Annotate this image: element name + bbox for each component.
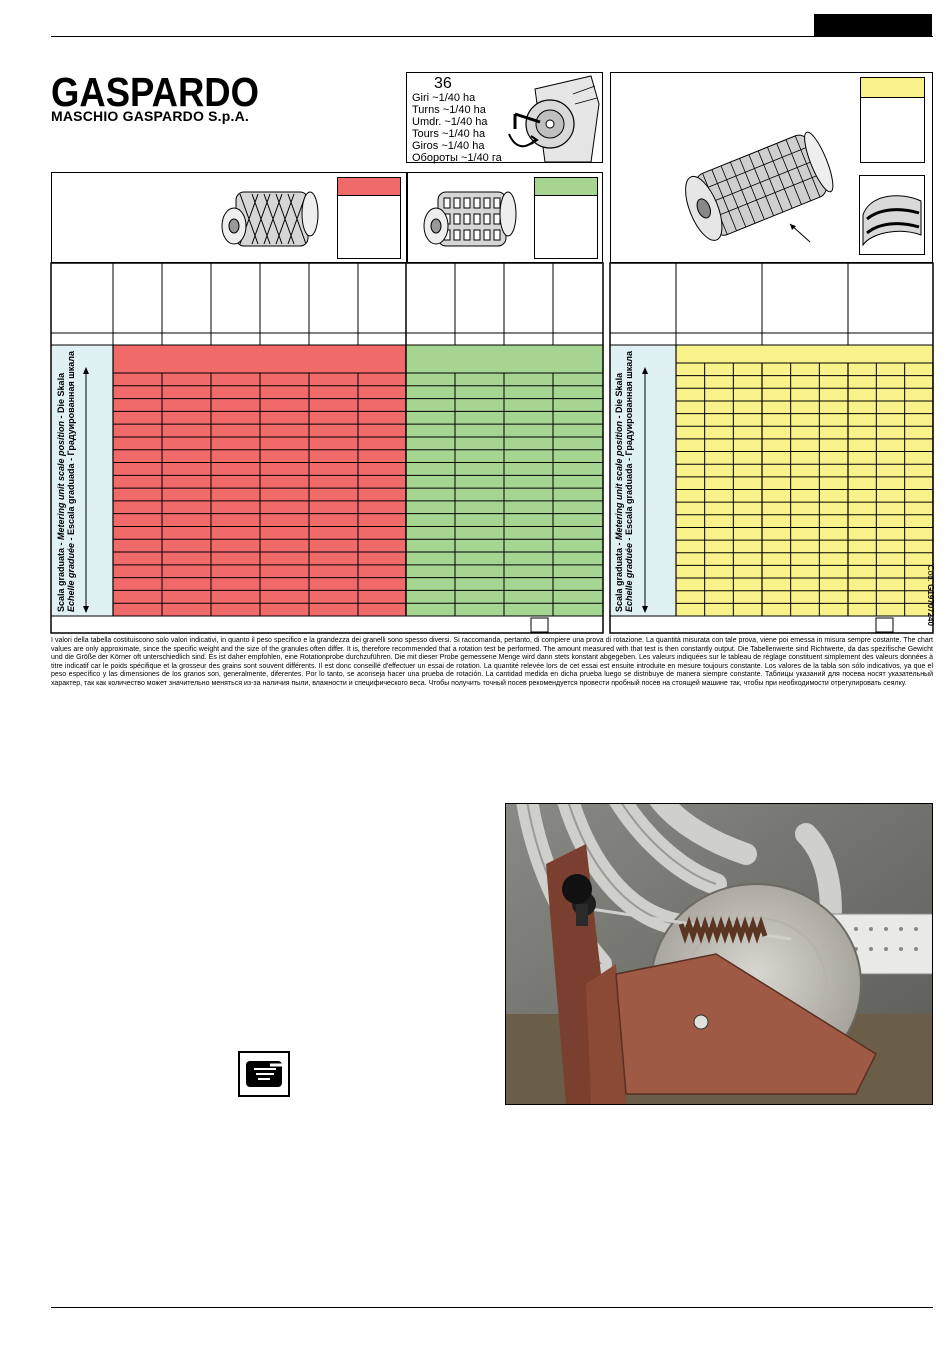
scale-label-right	[614, 351, 634, 612]
turns-line: Giri ~1/40 ha	[412, 92, 476, 104]
scale-label-text: Scala graduata -	[614, 539, 624, 612]
scale-arrow-right	[640, 366, 650, 614]
machine-photo-drawing	[506, 804, 933, 1105]
scale-label-text: Metering unit scale position	[614, 420, 624, 540]
photo-callout	[562, 874, 592, 904]
footer-rule	[51, 1307, 933, 1308]
company-name: MASCHIO GASPARDO S.p.A.	[51, 108, 250, 124]
scale-label-text: - Escala graduada - Градуированная шкала	[624, 351, 634, 543]
turns-line: Giros ~1/40 ha	[412, 140, 485, 152]
scale-label-text: - Die Skala	[56, 372, 66, 421]
note-hand-icon	[238, 1051, 290, 1097]
right-checkbox	[876, 618, 893, 632]
figure-number: 36	[434, 75, 452, 92]
scale-label-text: Echelle graduée	[66, 542, 76, 612]
code-prefix: Cod.	[926, 565, 935, 585]
disclaimer-text: I valori della tabella costituiscono solo valori indicativi, in quanto il peso specifico e la grandezza dei granelli sono spesso diversi. Si raccomanda, pertanto, di compiere una prova di rotazione. La quantità misurata con tale prova, viene poi emessa in misura sempre costante. The chart values are only approximate, since the specific weight and the size of the granules often differ. It is, therefore recommended that a rotation test be performed. The amount measured with that test is then constantly output. Die Tabellenwerte sind Richtwerte, da das spezifische Gewicht und die Größe der Körner oft unterschiedlich sind. Es ist daher empfohlen, eine Rotationprobe durchzuführen. Die mit dieser Probe gemessene Menge wird dann stets konstant abgegeben. Les valeurs indiquées sur le tableau de réglage constituent simplement des valeurs données à titre indicatif car le poids spécifique et la grosseur des grains sont souvent différents. Il est donc conseillé d'effectuer un essai de rotation. La quantité relevée lors de cet essai est ensuite introduite en mesure toujours constante. Los valores de la tabla son sólo indicativos, ya que el peso específico y las dimensiones de los granos son, generalmente, diferentes. Por lo tanto, se aconseja hacer una prueba de rotación. La cantidad medida en dicha prueba luego se distribuye de manera siempre constante. Таблицы указаний для посева носят указательный характер, так как количество может значительно меняться из-за наличия пыли, влажности и специфического веса. Чтобы получить точный посев рекомендуется провести пробный посев на стоящей машине так, чтобы при необходимости отрегулировать сеялку.	[51, 637, 933, 687]
machine-photo	[505, 803, 933, 1105]
turns-line: Umdr. ~1/40 ha	[412, 116, 488, 128]
scale-label-left	[56, 351, 76, 612]
turns-line: Turns ~1/40 ha	[412, 104, 486, 116]
turns-line: Обороты ~1/40 га	[412, 152, 502, 164]
photo-callout-number: 1	[562, 887, 563, 888]
document-code	[926, 565, 935, 626]
code-value: G19707240	[926, 584, 935, 626]
left-checkbox	[531, 618, 548, 632]
scale-label-text: - Die Skala	[614, 372, 624, 421]
scale-arrow-left	[81, 366, 91, 614]
setting-tables	[0, 0, 950, 640]
svg-text:GASPARDO: GASPARDO	[51, 70, 259, 112]
scale-label-text: Scala graduata -	[56, 539, 66, 612]
scale-label-text: - Escala graduada - Градуированная шкала	[66, 351, 76, 543]
scale-label-text: Metering unit scale position	[56, 420, 66, 540]
turns-line: Tours ~1/40 ha	[412, 128, 486, 140]
scale-label-text: Echelle graduée	[624, 542, 634, 612]
yellow-block	[676, 345, 933, 616]
